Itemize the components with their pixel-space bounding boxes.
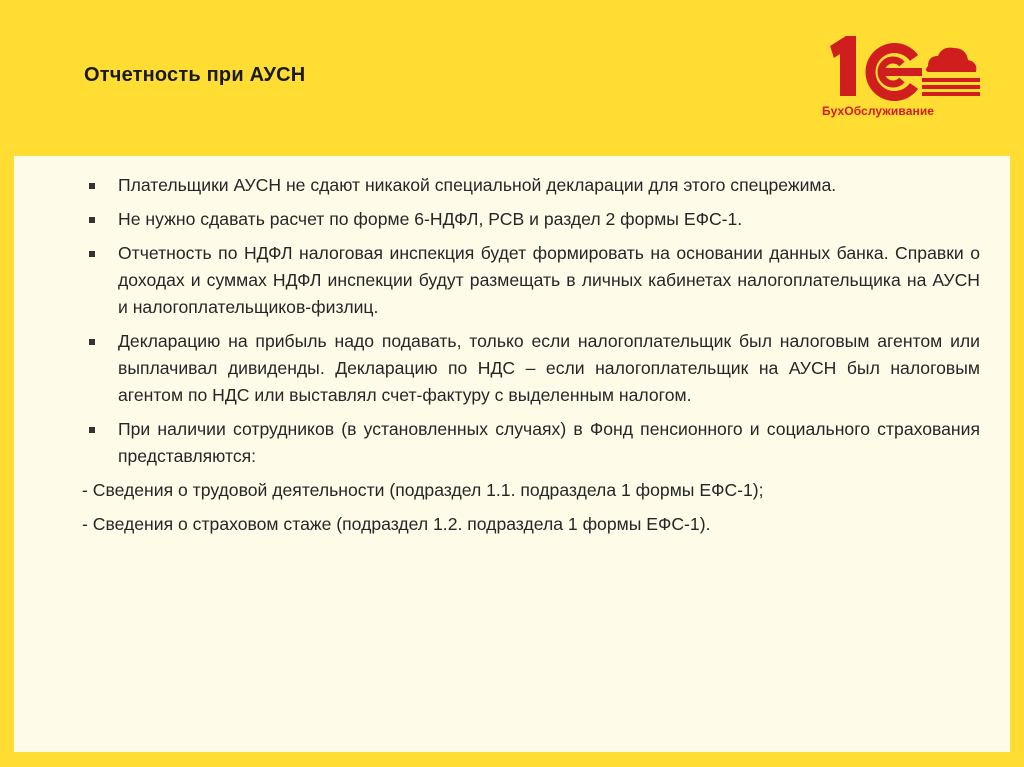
square-bullet-icon <box>89 217 95 223</box>
company-logo <box>822 28 982 128</box>
bullet-list <box>82 172 980 470</box>
bullet-text: Плательщики АУСН не сдают никакой специальной декларации для этого спецрежима. <box>118 175 837 195</box>
bullet-item <box>82 416 980 470</box>
1c-logo-icon <box>822 28 982 104</box>
slide-content <box>82 172 980 545</box>
square-bullet-icon <box>89 251 95 257</box>
logo-caption: БухОбслуживание <box>822 104 935 118</box>
bullet-item <box>82 172 980 199</box>
bullet-text: Не нужно сдавать расчет по форме 6-НДФЛ, РСВ и раздел 2 формы ЕФС-1. <box>118 209 743 229</box>
square-bullet-icon <box>89 183 95 189</box>
bullet-item <box>82 206 980 233</box>
dash-item: - Сведения о трудовой деятельности (подраздел 1.1. подраздела 1 формы ЕФС-1); <box>82 480 764 500</box>
slide-title: Отчетность при АУСН <box>84 64 306 86</box>
bullet-text: Декларацию на прибыль надо подавать, только если налогоплательщик был налоговым агентом или выплачивал дивиденды. Декларацию по НДС – если налогоплательщик на АУСН был налоговым агентом по НДС или выставлял счет-фактуру с выделенным налогом. <box>118 331 980 405</box>
bullet-item <box>82 240 980 321</box>
bullet-item <box>82 328 980 409</box>
square-bullet-icon <box>89 427 95 433</box>
square-bullet-icon <box>89 339 95 345</box>
bullet-text: При наличии сотрудников (в установленных случаях) в Фонд пенсионного и социального страхования представляются: <box>118 419 980 466</box>
bullet-text: Отчетность по НДФЛ налоговая инспекция будет формировать на основании данных банка. Справки о доходах и суммах НДФЛ инспекции будут размещать в личных кабинетах налогоплательщика на АУСН и налогоплательщиков-физлиц. <box>118 243 980 317</box>
content-panel <box>14 156 1010 752</box>
dash-item: - Сведения о страховом стаже (подраздел 1.2. подраздела 1 формы ЕФС-1). <box>82 514 711 534</box>
slide-header <box>0 0 1024 156</box>
